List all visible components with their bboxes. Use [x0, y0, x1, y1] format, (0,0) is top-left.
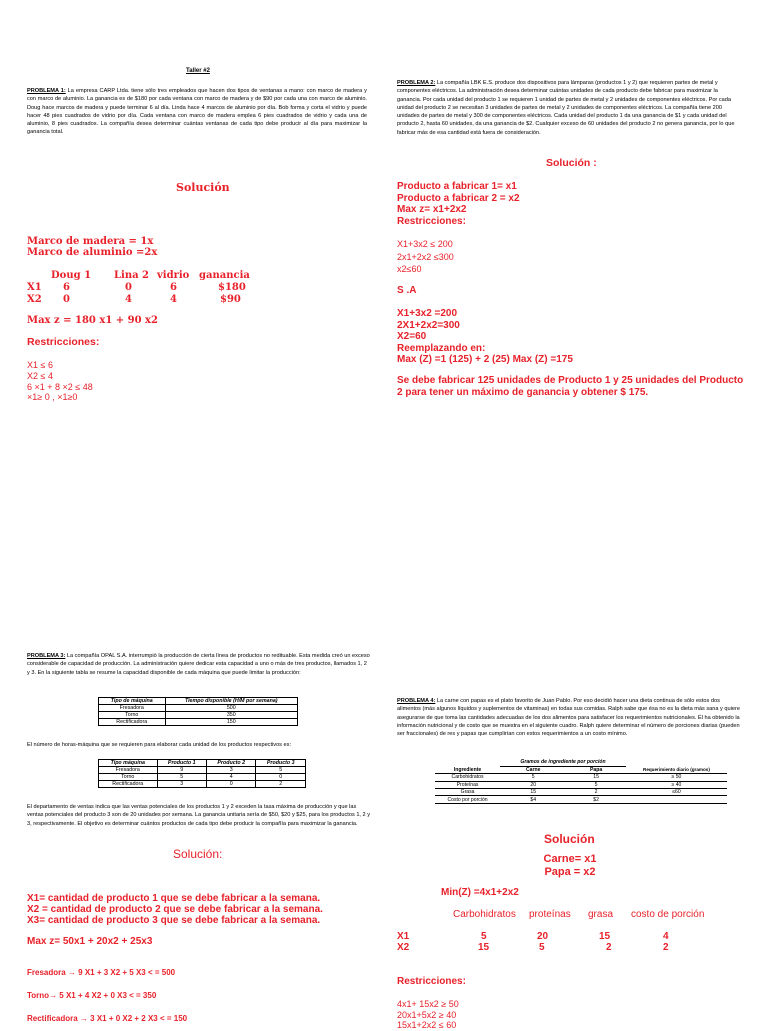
table-row — [99, 719, 298, 726]
table-header-row — [27, 270, 267, 282]
restriction-line: 2x1+2x2 ≤300 — [397, 251, 454, 262]
col-header: costo de porción — [631, 909, 705, 920]
restriction-line: 6 ×1 + 8 ×2 ≤ 48 — [27, 381, 93, 392]
cell: Torno — [99, 774, 158, 781]
cell: 15 — [599, 931, 611, 942]
cell: 350 — [165, 712, 298, 719]
row-label: X2 — [27, 294, 42, 305]
problem-1-objective: Max z = 180 x1 + 90 x2 — [27, 315, 158, 326]
solve-line: Max (Z) =1 (125) + 2 (25) Max (Z) =175 — [397, 354, 573, 365]
machine-hours-table — [98, 759, 306, 788]
table-header-row — [99, 698, 298, 705]
cell: 0 — [206, 781, 255, 788]
cell: 2 — [256, 781, 306, 788]
constraint-fresadora — [27, 961, 187, 984]
problem-4-label: PROBLEMA 4: — [397, 698, 436, 704]
cell: 9 — [157, 767, 206, 774]
constraint-expr: 3 X1 + 0 X2 + 2 X3 < = 150 — [87, 1014, 188, 1023]
problem-3-mid-text: El número de horas-máquina que se requieren para elaborar cada unidad de los productos respectivos es: — [27, 742, 291, 748]
cell: Costo por porción — [435, 796, 500, 803]
cell: 0 — [63, 294, 70, 305]
cell: $4 — [500, 796, 566, 803]
col-header: Requerimiento diario (gramos) — [626, 766, 727, 773]
cell: 2 — [663, 942, 669, 953]
cell: 500 — [165, 705, 298, 712]
row-label: X1 — [27, 282, 42, 293]
problem-4-solution-heading: Solución — [544, 832, 595, 846]
problem-3-label: PROBLEMA 3: — [27, 653, 66, 659]
problem-2-solving — [397, 308, 573, 366]
cell — [435, 759, 500, 766]
col-header: Doug 1 — [51, 270, 92, 281]
problem-4-restrictions-title: Restricciones: — [397, 976, 466, 987]
arrow-icon: → — [67, 968, 76, 977]
cell: ≥ 50 — [626, 774, 727, 781]
problem-4-statement — [397, 697, 741, 738]
constraint-name: Rectificadora — [27, 1014, 78, 1023]
model-line: Max z= x1+2x2 — [397, 204, 467, 215]
col-header: Lina 2 — [114, 270, 150, 281]
restriction-line: X1+3x2 ≤ 200 — [397, 239, 453, 249]
col-header: Tiempo disponible (H/M por semana) — [165, 698, 298, 705]
model-line: Producto a fabricar 1= x1 — [397, 181, 517, 192]
constraint-name: Fresadora — [27, 968, 66, 977]
problem-1-solution-heading: Solución — [176, 181, 230, 194]
arrow-icon: → — [79, 1014, 88, 1023]
table-row — [99, 767, 306, 774]
cell: Rectificadora — [99, 719, 166, 726]
problem-2-text: La compañía LBK E.S. produce dos dispositivos para lámparas (productos 1 y 2) que requieren partes de metal y componentes eléctricos. La administración desea determinar cuántas unidades de cada producto debe fabricar para maximizar la ganancia. Por cada unidad del producto 1 se requieren 1 unidad de partes de metal y 2 unidades de componentes eléctricos. Por cada unidad del producto 2 se necesitan 3 unidades de partes de metal y 2 unidades de componentes eléctricos. La compañía tiene 200 unidades de partes de metal y 300 de componentes eléctricos. Cada unidad del producto 1 da una ganancia de $1 y cada unidad del producto 2, hasta 60 unidades, da una ganancia de $2. Cualquier exceso de 60 unidades del producto 2 no genera ganancia, por lo que fabricar más de esa cantidad está fuera de consideración. — [397, 80, 735, 136]
problem-2-restrictions — [397, 238, 454, 276]
solve-line: Reemplazando en: — [397, 342, 486, 354]
problem-3-text: La compañía OPAL S.A. interrumpió la producción de cierta línea de productos no redituable. Esta medida creó un exceso considerable de capacidad de producción. La administración quiere dedicar esta capacidad a uno o más de tres productos, llamados 1, 2 y 3. En la siguiente tabla se resume la capacidad disponible de cada máquina que puede limitar la producción: — [27, 653, 370, 676]
cell: 20 — [537, 931, 549, 942]
restriction-line: 20x1+5x2 ≥ 40 — [397, 1009, 457, 1020]
table-row — [435, 796, 727, 803]
table-row — [27, 282, 267, 294]
problem-1-text: La empresa CARP Ltda. tiene sólo tres empleados que hacen dos tipos de ventanas a mano: con marco de madera y con marco de aluminio. La ganancia es de $180 por cada ventana con marco de madera y de $90 por cada una con marco de aluminio. Doug hace marcos de madera y puede terminar 6 al día. Linda hace 4 marcos de aluminio por día. Bob forma y corta el vidrio y puede hacer 48 pies cuadrados de vidrio por día. Cada ventana con marco de madera emplea 6 pies cuadrados de vidrio y cada una de aluminio, 8 pies cuadrados. La compañía desea determinar cuántas ventanas de cada tipo debe producir al día para maximizar la ganancia total. — [27, 88, 367, 136]
problem-4-text: La carne con papas es el plato favorito de Juan Pablo. Por eso decidió hacer una dieta continua de sólo estos dos alimentos (más algunos líquidos y suplementos de vitaminas) en todas sus comidas. Ralph sabe que ésa no es la dieta más sana y quiere asegurarse de que toma las cantidades adecuadas de los dos alimentos para satisfacer los requerimientos nutricionales. Él ha obtenido la información nutricional y de costo que se muestra en el siguiente cuadro. Ralph quiere determinar el número de porciones diarias (pueden ser fraccionales) de res y papas que cumplirían con estos requerimientos a un costo mínimo. — [397, 698, 740, 738]
problem-4-restrictions — [397, 999, 459, 1031]
cell: 5 — [500, 774, 566, 781]
cell: 5 — [481, 931, 487, 942]
col-header: Producto 3 — [256, 760, 306, 767]
problem-4-variables — [540, 853, 600, 879]
problem-2-statement — [397, 79, 741, 137]
conclusion-line: 2 para tener un máximo de ganancia y obtener $ 175. — [397, 386, 649, 398]
cell: 4 — [170, 294, 177, 305]
problem-3-constraints — [27, 961, 187, 1030]
constraint-rectificadora — [27, 1007, 187, 1030]
cell — [626, 759, 727, 766]
cell — [626, 796, 727, 803]
arrow-icon: → — [49, 991, 58, 1000]
restriction-line: 15x1+2x2 ≤ 60 — [397, 1020, 457, 1030]
col-header: Producto 1 — [157, 760, 206, 767]
cell: 4 — [206, 774, 255, 781]
cell: 0 — [125, 282, 132, 293]
table-row — [99, 781, 306, 788]
conclusion-line: Se debe fabricar 125 unidades de Producto 1 y 25 unidades del Producto — [397, 375, 744, 386]
row-label: X1 — [397, 931, 410, 942]
cell: ≤60 — [626, 789, 727, 796]
cell: $2 — [566, 796, 626, 803]
problem-2-conclusion — [397, 375, 743, 398]
problem-1-variables — [27, 236, 157, 258]
problem-3-sales-text: El departamento de ventas indica que las ventas potenciales de los productos 1 y 2 exceden la tasa máxima de producción y que las ventas potenciales del producto 3 son de 20 unidades por semana. La ganancia unitaria sería de $50, $20 y $25, para los productos 1, 2 y 3, respectivamente. El objetivo es determinar cuántos productos de cada tipo debe producir la compañía para maximizar la ganancia. — [27, 804, 371, 827]
cell: 15 — [500, 789, 566, 796]
cell: Grasa — [435, 789, 500, 796]
cell: 2 — [606, 942, 612, 953]
problem-4-coefficients — [397, 909, 737, 959]
col-header: Producto 2 — [206, 760, 255, 767]
col-header: Ingrediente — [435, 766, 500, 773]
cell: Carbohidratos — [435, 774, 500, 781]
problem-1-label: PROBLEMA 1: — [27, 88, 66, 94]
restriction-line: ×1≥ 0 , ×1≥0 — [27, 392, 78, 403]
constraint-name: Torno — [27, 991, 50, 1000]
table-group-row — [435, 759, 727, 766]
restriction-line: X1 ≤ 6 — [27, 360, 53, 370]
solve-line: X2=60 — [397, 331, 427, 342]
var-line: X2 = cantidad de producto 2 que se debe fabricar a la semana. — [27, 904, 323, 915]
col-header: ganancia — [199, 270, 250, 281]
col-header: Carne — [500, 766, 566, 773]
col-header: proteínas — [529, 909, 571, 920]
var-line: Carne= x1 — [543, 853, 597, 865]
problem-1-restrictions-title: Restricciones: — [27, 336, 100, 348]
cell: 3 — [157, 781, 206, 788]
problem-3-variables — [27, 893, 323, 926]
problem-2-sa: S .A — [397, 285, 417, 296]
nutrition-table — [435, 759, 727, 804]
cell: 5 — [157, 774, 206, 781]
cell: 4 — [663, 931, 669, 942]
machine-capacity-table — [98, 697, 298, 726]
col-header: Papa — [566, 766, 626, 773]
var-line: Marco de madera = 1x — [27, 236, 154, 247]
cell: $90 — [220, 294, 241, 305]
col-header: Tipo máquina — [99, 760, 158, 767]
cell: 4 — [125, 294, 132, 305]
cell: 5 — [539, 942, 545, 953]
table-row — [99, 712, 298, 719]
constraint-expr: 5 X1 + 4 X2 + 0 X3 < = 350 — [57, 991, 157, 1000]
restriction-line: X2 ≤ 4 — [27, 370, 53, 381]
cell: $180 — [218, 282, 246, 293]
problem-4-objective: Min(Z) =4x1+2x2 — [441, 887, 519, 898]
problem-1-statement — [27, 87, 367, 137]
model-line: Producto a fabricar 2 = x2 — [397, 192, 520, 204]
cell: 0 — [256, 774, 306, 781]
cell: 150 — [165, 719, 298, 726]
cell: Proteínas — [435, 781, 500, 788]
table-row — [435, 789, 727, 796]
row-label: X2 — [397, 942, 410, 953]
col-header: grasa — [588, 909, 614, 920]
cell: ≥ 40 — [626, 781, 727, 788]
restriction-line: x2≤60 — [397, 264, 422, 274]
cell: 6 — [170, 282, 177, 293]
var-line: Marco de aluminio =2x — [27, 247, 158, 258]
cell: Rectificadora — [99, 781, 158, 788]
problem-1-table — [27, 270, 267, 306]
table-row — [27, 294, 267, 306]
problem-1-restrictions — [27, 360, 93, 403]
col-header: vidrio — [157, 270, 190, 281]
var-line: X3= cantidad de producto 3 que se debe fabricar a la semana. — [27, 915, 321, 926]
table-header-row — [99, 760, 306, 767]
cell: 15 — [566, 774, 626, 781]
problem-3-solution-heading: Solución: — [173, 847, 223, 861]
problem-2-label: PROBLEMA 2: — [397, 80, 436, 86]
table-row — [435, 774, 727, 781]
problem-2-model — [397, 181, 520, 227]
cell: Fresadora — [99, 767, 158, 774]
table-row — [99, 705, 298, 712]
cell: 6 — [63, 282, 70, 293]
cell: 20 — [500, 781, 566, 788]
table-header-row — [435, 766, 727, 773]
cell: 5 — [566, 781, 626, 788]
cell: 15 — [478, 942, 490, 953]
page-title: Taller #2 — [186, 68, 210, 74]
solve-line: X1+3x2 =200 — [397, 308, 458, 319]
solve-line: 2X1+2x2=300 — [397, 319, 460, 331]
constraint-expr: 9 X1 + 3 X2 + 5 X3 < = 500 — [75, 968, 176, 977]
cell: Torno — [99, 712, 166, 719]
cell: Fresadora — [99, 705, 166, 712]
table-row — [99, 774, 306, 781]
problem-3-objective: Max z= 50x1 + 20x2 + 25x3 — [27, 936, 153, 947]
cell: 2 — [566, 789, 626, 796]
cell: 5 — [256, 767, 306, 774]
problem-3-statement — [27, 652, 371, 677]
restriction-line: 4x1+ 15x2 ≥ 50 — [397, 999, 459, 1009]
var-line: X1= cantidad de producto 1 que se debe fabricar a la semana. — [27, 893, 321, 904]
constraint-torno — [27, 984, 187, 1007]
table-row — [435, 781, 727, 788]
problem-2-solution-heading: Solución : — [546, 157, 597, 169]
model-line: Restricciones: — [397, 215, 466, 227]
group-header: Gramos de ingrediente por porción — [500, 759, 626, 766]
var-line: Papa = x2 — [544, 866, 596, 878]
col-header: Carbohidratos — [453, 909, 516, 920]
col-header: Tipo de máquina — [99, 698, 166, 705]
cell: 3 — [206, 767, 255, 774]
